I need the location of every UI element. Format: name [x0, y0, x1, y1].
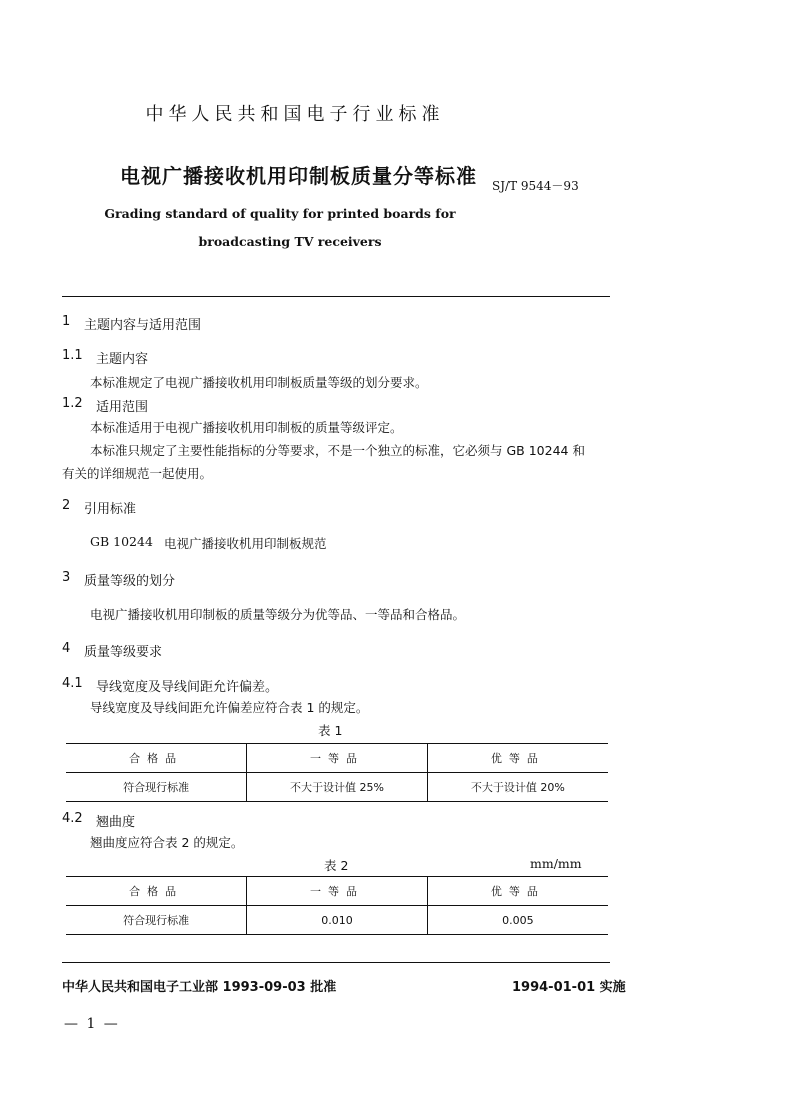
section-1-2-number: 1.2	[62, 396, 83, 411]
page-number: — 1 —	[64, 1016, 120, 1032]
section-1-title: 主题内容与适用范围	[84, 318, 202, 333]
table-1-header-cell: 一等品	[247, 744, 428, 773]
section-4-title: 质量等级要求	[84, 645, 163, 660]
section-1-2-text-2a: 本标准只规定了主要性能指标的分等要求，不是一个独立的标准，它必须与 GB 10244 和	[90, 443, 585, 458]
section-1-1-text: 本标准规定了电视广播接收机用印制板质量等级的划分要求。	[90, 375, 428, 390]
reference-code: GB 10244	[90, 534, 153, 549]
section-3-text: 电视广播接收机用印制板的质量等级分为优等品、一等品和合格品。	[90, 607, 466, 622]
table-2-unit: mm/mm	[530, 856, 582, 871]
table-2	[66, 876, 608, 935]
table-1-caption: 表 1	[318, 723, 343, 738]
section-4-2-text: 翘曲度应符合表 2 的规定。	[90, 835, 244, 850]
footer-divider	[62, 962, 610, 963]
section-4-2-title: 翘曲度	[96, 815, 136, 830]
standard-title: 电视广播接收机用印制板质量分等标准	[120, 164, 477, 188]
table-1	[66, 743, 608, 802]
section-4-2-number: 4.2	[62, 811, 83, 826]
table-2-cell: 符合现行标准	[66, 906, 247, 935]
table-2-header-cell: 优等品	[427, 877, 608, 906]
section-1-1-title: 主题内容	[96, 352, 149, 367]
section-1-number: 1	[62, 314, 71, 329]
table-2-cell: 0.010	[247, 906, 428, 935]
reference-title: 电视广播接收机用印制板规范	[164, 536, 327, 551]
section-1-2-text-2b: 有关的详细规范一起使用。	[62, 466, 213, 481]
english-title-line-2: broadcasting TV receivers	[198, 234, 382, 249]
section-1-2-title: 适用范围	[96, 400, 149, 415]
section-3-title: 质量等级的划分	[84, 574, 176, 589]
section-4-1-number: 4.1	[62, 676, 83, 691]
section-2-title: 引用标准	[84, 502, 137, 517]
table-1-cell: 不大于设计值 20%	[427, 773, 608, 802]
header-divider	[62, 296, 610, 297]
table-1-cell: 不大于设计值 25%	[247, 773, 428, 802]
org-header: 中华人民共和国电子行业标准	[145, 104, 445, 125]
section-3-number: 3	[62, 570, 71, 585]
table-1-cell: 符合现行标准	[66, 773, 247, 802]
table-1-header-cell: 优等品	[427, 744, 608, 773]
table-1-header-row	[66, 744, 608, 773]
section-4-1-title: 导线宽度及导线间距允许偏差。	[96, 680, 279, 695]
table-2-header-cell: 合格品	[66, 877, 247, 906]
table-2-header-cell: 一等品	[247, 877, 428, 906]
approval-line: 中华人民共和国电子工业部 1993-09-03 批准	[62, 980, 337, 995]
table-row	[66, 773, 608, 802]
table-2-header-row	[66, 877, 608, 906]
section-2-number: 2	[62, 498, 71, 513]
section-1-2-text-1: 本标准适用于电视广播接收机用印制板的质量等级评定。	[90, 420, 403, 435]
section-4-1-text: 导线宽度及导线间距允许偏差应符合表 1 的规定。	[90, 700, 369, 715]
section-4-number: 4	[62, 641, 71, 656]
table-row	[66, 906, 608, 935]
english-title-line-1: Grading standard of quality for printed boards for	[104, 206, 456, 221]
effective-date: 1994-01-01 实施	[512, 980, 626, 995]
section-1-1-number: 1.1	[62, 348, 83, 363]
table-2-caption: 表 2	[324, 858, 349, 873]
table-2-cell: 0.005	[427, 906, 608, 935]
table-1-header-cell: 合格品	[66, 744, 247, 773]
standard-code: SJ/T 9544－93	[492, 179, 579, 193]
